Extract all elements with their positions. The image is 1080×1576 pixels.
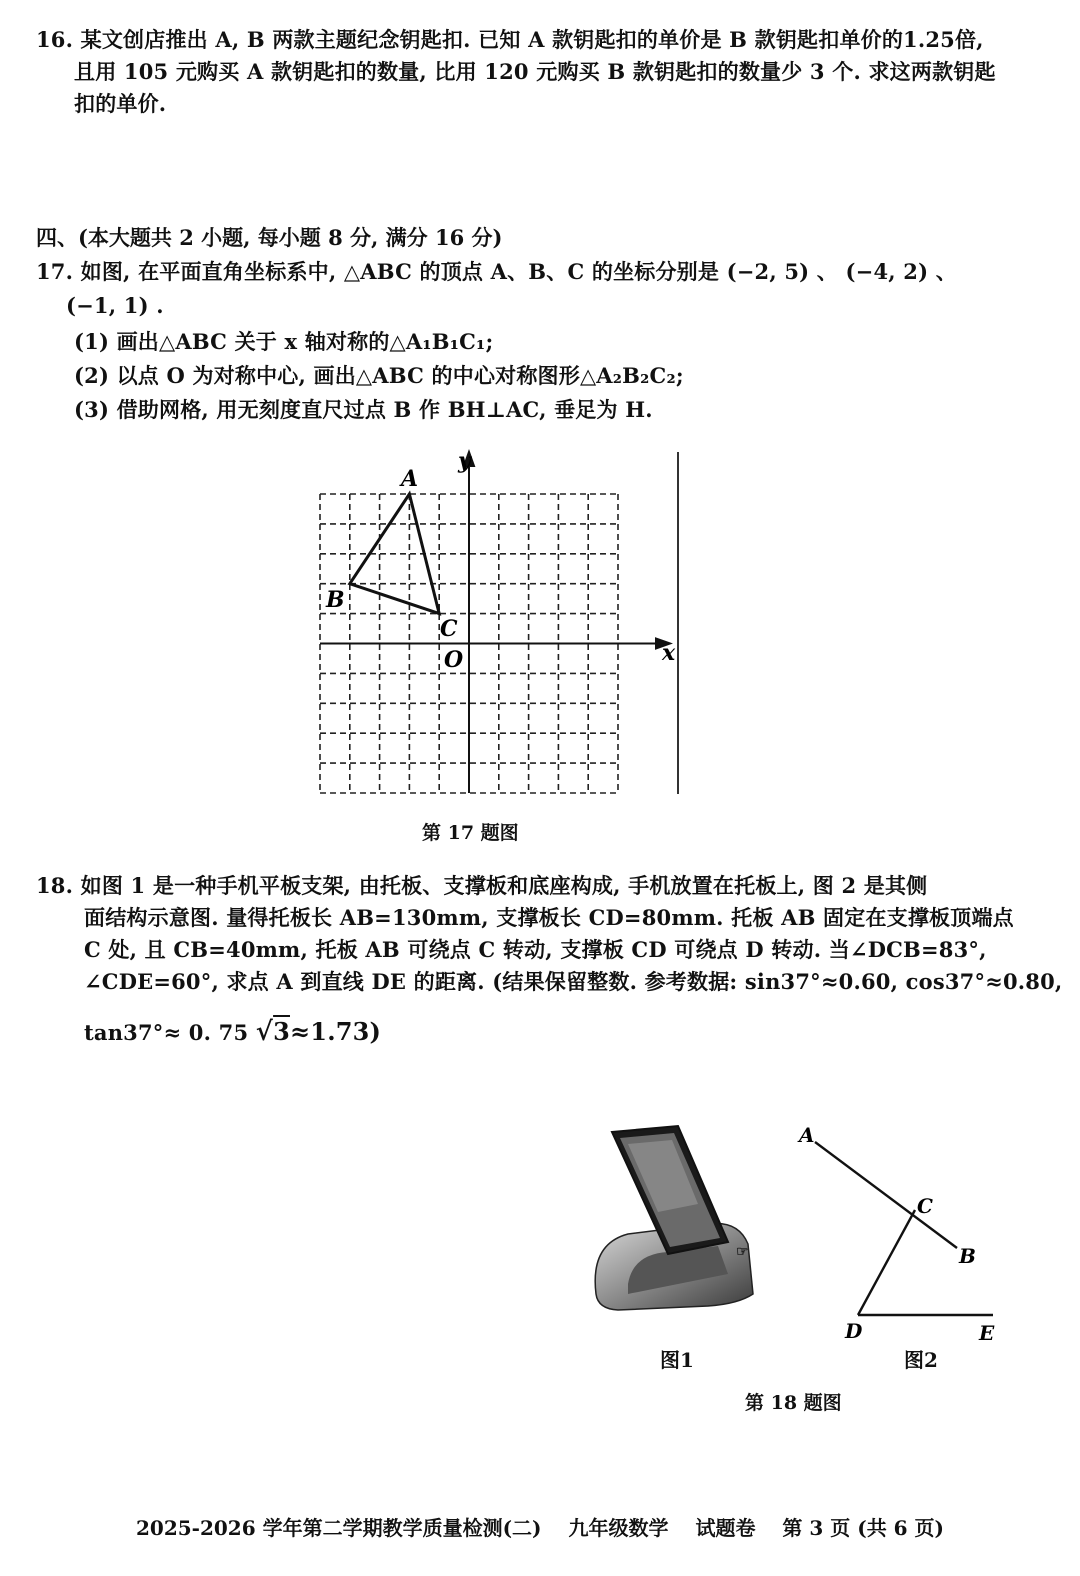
section-4-heading: 四、(本大题共 2 小题, 每小题 8 分, 满分 16 分): [36, 225, 503, 250]
q18-tan-value: tan37°≈ 0. 75: [84, 1020, 249, 1045]
q18-line4: ∠CDE=60°, 求点 A 到直线 DE 的距离. (结果保留整数. 参考数据: sin37°≈0.60, cos37°≈0.80,: [84, 969, 1063, 994]
point-c-label: C: [440, 616, 458, 642]
point-b-label: B: [326, 587, 345, 613]
q18-line5: [84, 1016, 381, 1049]
q18-line1: 18. 如图 1 是一种手机平板支架, 由托板、支撑板和底座构成, 手机放置在托板上, 图 2 是其侧: [36, 873, 928, 898]
footer-type: 试题卷: [695, 1516, 756, 1540]
q16-line3: 扣的单价.: [74, 91, 167, 116]
q17-caption: 第 17 题图: [422, 822, 519, 844]
origin-label: O: [444, 647, 464, 673]
page-footer: [0, 1512, 1080, 1541]
y-axis-label: y: [458, 448, 471, 474]
q18-side-schematic: [795, 1120, 1015, 1350]
q18-caption: 第 18 题图: [745, 1392, 842, 1414]
fig1-caption: 图1: [660, 1348, 694, 1372]
point-a-label: A: [401, 466, 419, 492]
sqrt-radicand: 3: [273, 1017, 290, 1046]
q17-line2: (−1, 1) .: [66, 293, 164, 318]
svg-text:☞: ☞: [736, 1244, 749, 1260]
q18-line3: C 处, 且 CB=40mm, 托板 AB 可绕点 C 转动, 支撑板 CD 可绕点 D 转动. 当∠DCB=83°,: [84, 937, 987, 962]
fig2-label-e: E: [979, 1321, 995, 1345]
fig2-label-b: B: [959, 1244, 976, 1268]
x-axis-label: x: [662, 640, 676, 666]
footer-subject: 九年级数学: [568, 1516, 669, 1540]
q17-sub1: (1) 画出△ABC 关于 x 轴对称的△A₁B₁C₁;: [74, 329, 494, 354]
phone-stand-photo: [588, 1124, 758, 1324]
q16-line1: 16. 某文创店推出 A, B 两款主题纪念钥匙扣. 已知 A 款钥匙扣的单价是 B 款钥匙扣单价的1.25倍,: [36, 27, 984, 52]
footer-exam: 2025-2026 学年第二学期教学质量检测(二): [135, 1516, 542, 1540]
q16-line2: 且用 105 元购买 A 款钥匙扣的数量, 比用 120 元购买 B 款钥匙扣的数量少 3 个. 求这两款钥匙: [74, 59, 996, 84]
q17-line1: 17. 如图, 在平面直角坐标系中, △ABC 的顶点 A、B、C 的坐标分别是 (−2, 5) 、 (−4, 2) 、: [36, 259, 957, 284]
sqrt-value: ≈1.73): [289, 1017, 382, 1046]
fig2-label-c: C: [917, 1194, 933, 1218]
fig2-label-d: D: [845, 1319, 863, 1343]
q18-line2: 面结构示意图. 量得托板长 AB=130mm, 支撑板长 CD=80mm. 托板 AB 固定在支撑板顶端点: [84, 905, 1014, 930]
footer-page: 第 3 页 (共 6 页): [782, 1516, 944, 1540]
q17-sub2: (2) 以点 O 为对称中心, 画出△ABC 的中心对称图形△A₂B₂C₂;: [74, 363, 684, 388]
q17-coordinate-grid: [300, 446, 720, 806]
q17-sub3: (3) 借助网格, 用无刻度直尺过点 B 作 BH⊥AC, 垂足为 H.: [74, 397, 653, 422]
fig2-caption: 图2: [904, 1348, 938, 1372]
fig2-label-a: A: [799, 1123, 815, 1147]
sqrt-sign-icon: √: [255, 1017, 274, 1047]
